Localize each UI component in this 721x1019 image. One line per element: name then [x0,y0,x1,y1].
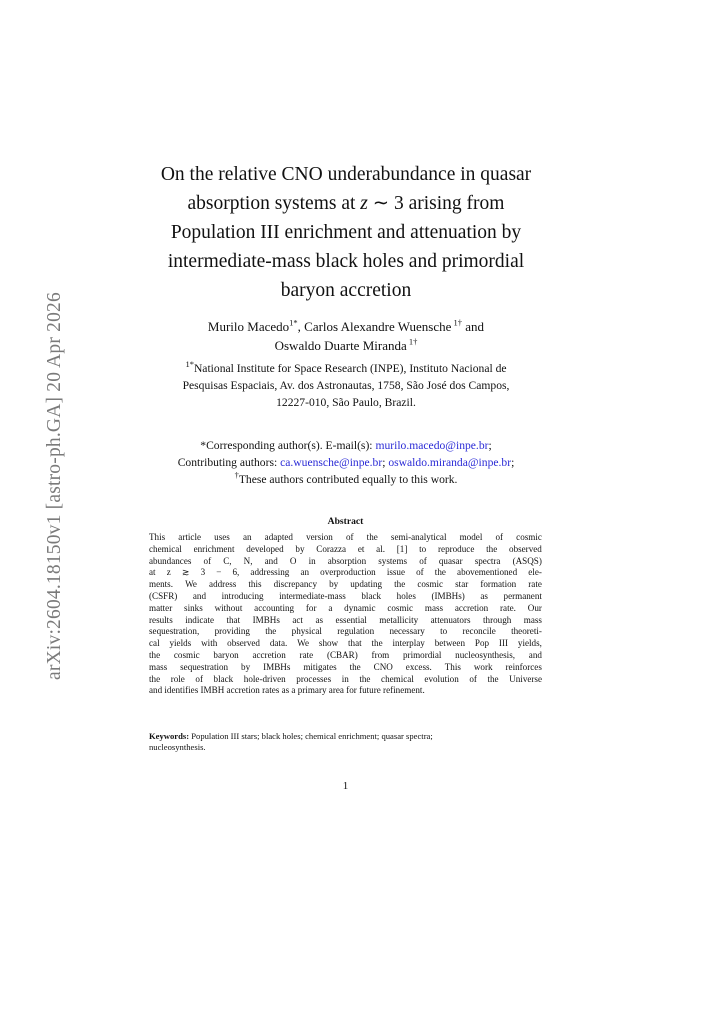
abstract-line: This article uses an adapted version of the semi-analytical model of cosmic [149,532,542,542]
keywords-label: Keywords: [149,731,190,741]
title-line-2: absorption systems at z ∼ 3 arising from [187,193,505,214]
abstract-body [149,532,542,697]
author-list [120,317,572,355]
abstract-line: at z ≳ 3 − 6, addressing an overproduction issue of the abovementioned ele- [149,567,542,578]
math-z: z [360,193,368,214]
equal-contribution-marker: † [234,470,239,481]
affiliation-marker: 1* [185,359,194,370]
page-number: 1 [342,780,349,792]
abstract-line: mass sequestration by IMBHs mitigates the CNO excess. This work reinforces [149,661,542,672]
abstract-line: chemical enrichment developed by Corazza et al. [1] to reproduce the observed [149,543,542,554]
arxiv-identifier: arXiv:2604.18150v1 [astro-ph.GA] 20 Apr 2026 [44,292,65,680]
title-line-5: baryon accretion [280,280,412,301]
abstract-line: results indicate that IMBHs act as essential metallicity attenuators through mass [149,614,542,625]
affiliation: $^{1*}$National Institute for Space Research (INPE), Instituto Nacional de Pesquisas Espaciais, Av. dos Astronautas, 1758, São José dos Campos, 12227-010, São Paulo, Brazil. [182,359,510,409]
keywords: Keywords: Population III stars; black holes; chemical enrichment; quasar spectra; nucleosynthesis. [149,731,433,752]
abstract-line: ments. We address this discrepancy by updating the cosmic star formation rate [149,579,542,590]
author-2: Carlos Alexandre Wuensche [304,319,452,334]
abstract-line: and identifies IMBH accretion rates as a primary area for future refinement. [149,685,425,696]
author-line-2: Oswaldo Duarte Miranda $^{1\dagger}$ [274,336,418,353]
contributing-email-link-1[interactable]: ca.wuensche@inpe.br [280,456,383,469]
abstract-line: abundances of C, N, and O in absorption systems of quasar spectra (ASQS) [149,555,542,566]
abstract-heading: Abstract [327,516,364,527]
corresponding-email-link[interactable]: murilo.macedo@inpe.br [375,439,489,452]
author-1: Murilo Macedo [207,319,290,334]
paper-title [134,160,558,305]
author-line-1: Murilo Macedo$^{1*}$, Carlos Alexandre Wuensche $^{1\dagger}$ and [207,317,485,334]
author-3: Oswaldo Duarte Miranda [274,338,407,353]
abstract-line: the cosmic baryon accretion rate (CBAR) from primordial nucleosynthesis, and [149,649,542,660]
abstract-line: the role of black hole-driven processes in the chemical evolution of the Universe [149,673,542,684]
correspondence: *Corresponding author(s). E-mail(s): murilo.macedo@inpe.br; Contributing authors: ca.wuensche@inpe.br; oswaldo.miranda@inpe.br; †These authors contributed equally to this work. [177,439,515,486]
title-line-1: On the relative CNO underabundance in quasar [160,164,532,185]
title-line-3: Population III enrichment and attenuation by [170,222,522,243]
abstract-line: cal yields with observed data. We show that the interplay between Pop III yields, [149,638,542,649]
abstract-line: sequestration, providing the physical regulation necessary to reconcile theoreti- [149,626,542,637]
contributing-email-link-2[interactable]: oswaldo.miranda@inpe.br [388,456,512,469]
title-line-4: intermediate-mass black holes and primordial [167,251,525,272]
abstract-line: (CSFR) and introducing intermediate-mass black holes (IMBHs) as permanent [149,590,542,601]
abstract-line: matter sinks without accounting for a dynamic cosmic mass accretion rate. Our [149,602,542,613]
